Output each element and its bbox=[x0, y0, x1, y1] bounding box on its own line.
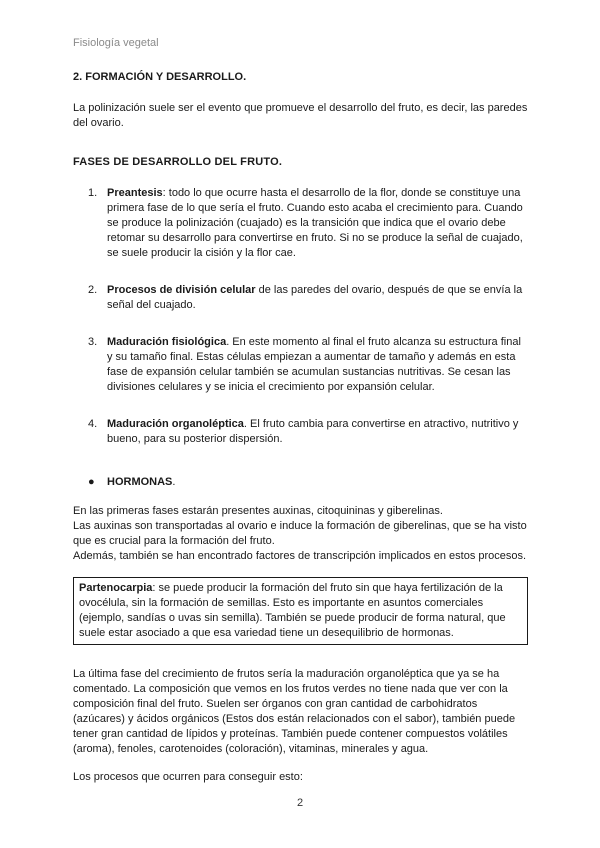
phase-term: Maduración fisiológica bbox=[107, 336, 227, 348]
phase-term: Procesos de división celular bbox=[107, 284, 256, 296]
phase-number: 1. bbox=[88, 187, 98, 199]
phase-text: . El fruto cambia para convertirse en atractivo, nutritivo y bueno, para su posterior dispersión. bbox=[107, 418, 519, 445]
page-header: Fisiología vegetal bbox=[73, 37, 159, 49]
hormonas-line: Las auxinas son transportadas al ovario e induce la formación de giberelinas, que se ha visto que es crucial para la formación del fruto. bbox=[73, 520, 527, 547]
phase-term: Maduración organoléptica bbox=[107, 418, 244, 430]
phase-text: . En este momento al final el fruto alcanza su estructura final y su tamaño final. Estas células empiezan a aumentar de tamaño y además en esta fase de expansión celular también se acumulan sustancias nutritivas. Se cesan las divisiones celulares y se inicia el crecimiento por expansión celular. bbox=[107, 336, 521, 393]
hormonas-title: HORMONAS bbox=[107, 476, 173, 488]
phase-number: 4. bbox=[88, 418, 98, 430]
page-number: 2 bbox=[296, 797, 304, 809]
final-paragraph: La última fase del crecimiento de frutos sería la maduración organoléptica que ya se ha comentado. La composición que vemos en los frutos verdes no tiene nada que ver con la composición final del fruto. Suelen ser órganos con gran cantidad de carbohidratos (azúcares) y ácidos orgánicos (Estos dos están relacionados con el sabor), también puede tener gran cantidad de lípidos y proteínas. También puede contener compuestos volátiles (aroma), fenoles, carotenoides (coloración), vitaminas, minerales y agua. bbox=[73, 668, 516, 755]
partenocarpia-box bbox=[73, 577, 528, 645]
phase-item bbox=[73, 335, 528, 395]
phases-list bbox=[73, 186, 528, 447]
hormonas-heading bbox=[73, 475, 528, 490]
phase-item bbox=[73, 186, 528, 261]
hormonas-line: En las primeras fases estarán presentes auxinas, citoquininas y giberelinas. bbox=[73, 505, 443, 517]
phases-title: FASES DE DESARROLLO DEL FRUTO. bbox=[73, 156, 283, 168]
bullet-icon: ● bbox=[88, 476, 95, 488]
phase-text: de las paredes del ovario, después de que se envía la señal del cuajado. bbox=[107, 284, 523, 311]
hormonas-title-suffix: . bbox=[172, 476, 176, 488]
phase-item bbox=[73, 283, 528, 313]
section-title: 2. FORMACIÓN Y DESARROLLO. bbox=[73, 71, 247, 83]
hormonas-paragraph bbox=[73, 504, 528, 564]
page-content bbox=[73, 70, 528, 785]
phase-term: Preantesis bbox=[107, 187, 163, 199]
box-text: : se puede producir la formación del fruto sin que haya fertilización de la ovocélula, sin la formación de semillas. Esto es importante en asuntos comerciales (ejemplo, sandías o uvas sin semilla). También se puede producir de forma natural, que suele estar asociado a que esa variedad tiene un desequilibrio de hormonas. bbox=[79, 582, 506, 639]
closing-line: Los procesos que ocurren para conseguir esto: bbox=[73, 771, 303, 783]
phase-number: 2. bbox=[88, 284, 98, 296]
box-term: Partenocarpia bbox=[79, 582, 153, 594]
intro-paragraph: La polinización suele ser el evento que promueve el desarrollo del fruto, es decir, las paredes del ovario. bbox=[73, 102, 528, 129]
phase-item bbox=[73, 417, 528, 447]
phase-text: : todo lo que ocurre hasta el desarrollo de la flor, donde se constituye una primera fase de lo que sería el fruto. Cuando esto acaba el crecimiento para. Cuando se produce la polinización (cuajado) es la transición que indica que el ovario debe retomar su desarrollo para convertirse en fruto. Si no se produce la señal de cuajado, se suele producir la cisión y la flor cae. bbox=[107, 187, 523, 259]
phase-number: 3. bbox=[88, 336, 98, 348]
hormonas-line: Además, también se han encontrado factores de transcripción implicados en estos procesos. bbox=[73, 550, 527, 562]
